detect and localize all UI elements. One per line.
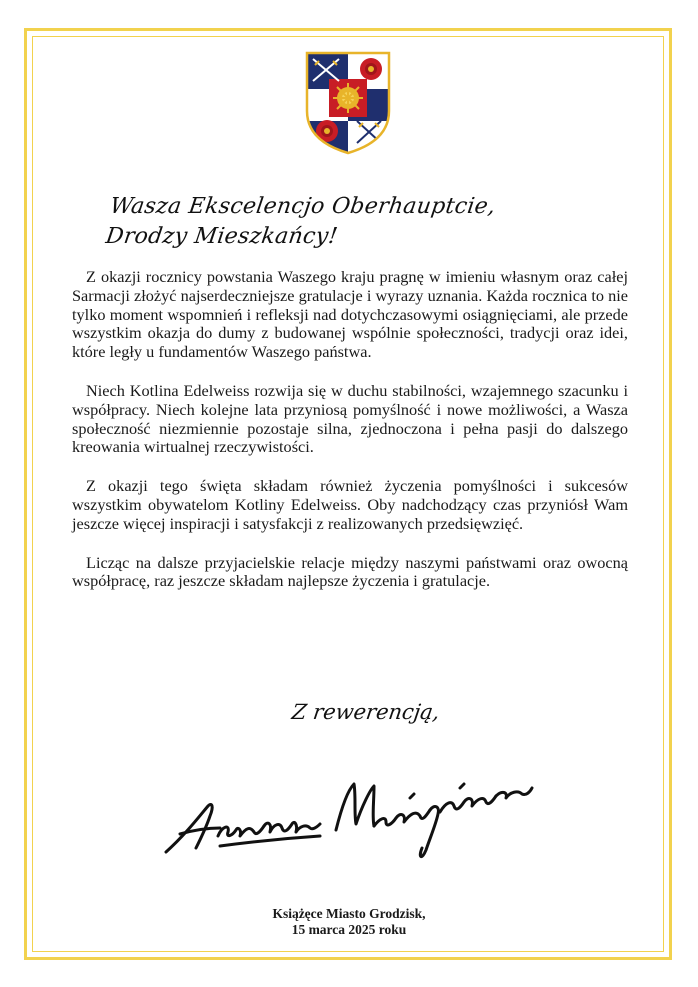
- letter-paragraph: Z okazji tego święta składam również życzenia pomyślności i sukcesów wszystkim obywatelom Kotliny Edelweiss. Oby nadchodzący czas przyniósł Wam jeszcze więcej inspiracji i satysfakcji z realizowanych przedsięwzięć.: [72, 476, 628, 533]
- place-and-date: [149, 906, 549, 938]
- salutation: [104, 192, 532, 252]
- place-line: Książęce Miasto Grodzisk,: [272, 906, 426, 921]
- closing-phrase: Z rewerencją,: [290, 700, 442, 724]
- coat-of-arms-icon: [305, 51, 391, 155]
- letter-paragraph: Z okazji rocznicy powstania Waszego kraju pragnę w imieniu własnym oraz całej Sarmacji złożyć najserdeczniejsze gratulacje i wyrazy uznania. Każda rocznica to nie tylko moment wspomnień i refleksji nad dotychczasowymi osiągnięciami, ale przede wszystkim okazja do dumy z budowanej wspólnie społeczności, tradycji oraz idei, które legły u fundamentów Waszego państwa.: [72, 267, 628, 362]
- letter-paragraph: Niech Kotlina Edelweiss rozwija się w duchu stabilności, wzajemnego szacunku i współpracy. Niech kolejne lata przyniosą pomyślność i nowe możliwości, a Wasza społeczność niezmiennie pozostaje silna, zjednoczona i pełna pasji do dalszego kreowania wirtualnej rzeczywistości.: [72, 380, 628, 457]
- salutation-line: Drodzy Mieszkańcy!: [104, 224, 340, 249]
- signature-icon: [160, 766, 535, 866]
- salutation-line: Wasza Ekscelencjo Oberhauptcie,: [108, 194, 498, 219]
- date-line: 15 marca 2025 roku: [291, 922, 407, 937]
- letter-paragraph: Licząc na dalsze przyjacielskie relacje między naszymi państwami oraz owocną współpracę, raz jeszcze składam najlepsze życzenia i gratulacje.: [72, 552, 628, 591]
- letter-body: [72, 268, 628, 611]
